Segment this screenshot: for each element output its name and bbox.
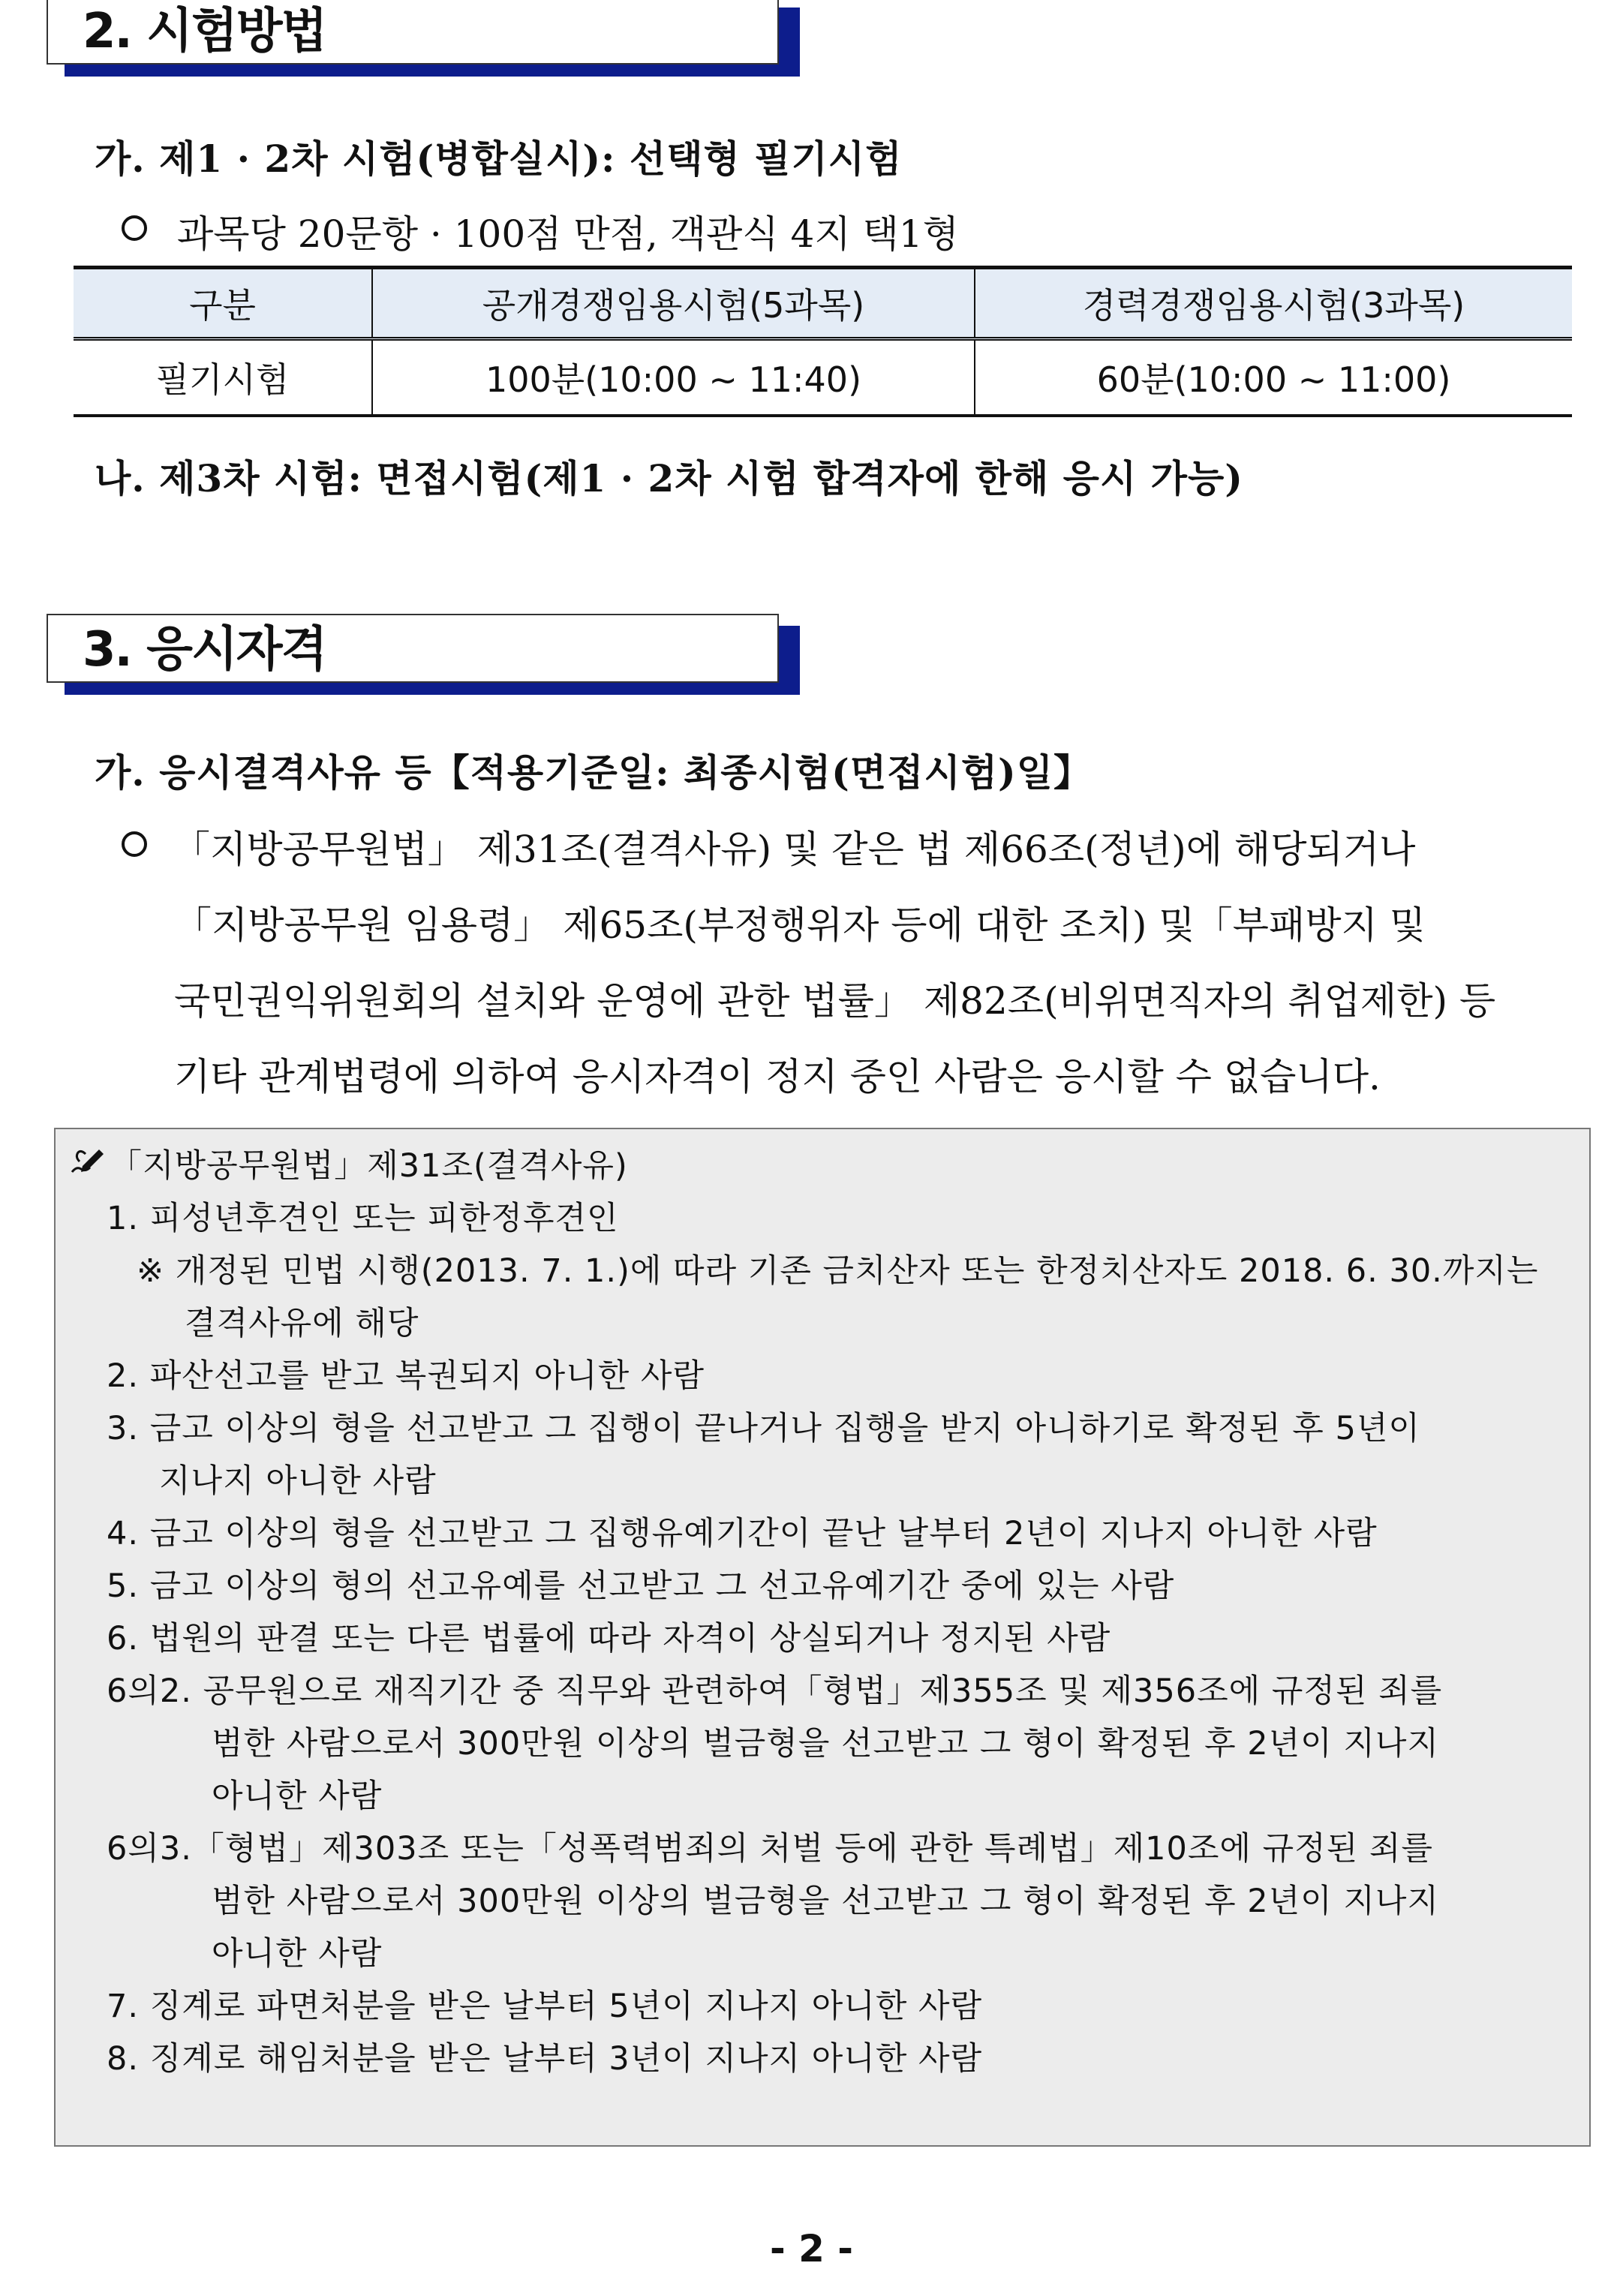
page-number: - 2 - <box>769 2227 854 2270</box>
law-item: 5. 금고 이상의 형의 선고유예를 선고받고 그 선고유예기간 중에 있는 사람 <box>107 1567 1175 1605</box>
law-item-cont: 범한 사람으로서 300만원 이상의 벌금형을 선고받고 그 형이 확정된 후 2년이 지나지 <box>212 1883 1439 1920</box>
law-box-title: 「지방공무원법」제31조(결격사유) <box>110 1147 628 1185</box>
qualification-para-line: 국민권익위원회의 설치와 운영에 관한 법률」 제82조(비위면직자의 취업제한) 등 <box>174 979 1496 1023</box>
table-header-cell: 공개경쟁임용시험(5과목) <box>372 268 975 339</box>
law-item: 6의2. 공무원으로 재직기간 중 직무와 관련하여「형법」제355조 및 제356조에 규정된 죄를 <box>107 1672 1443 1710</box>
law-item: 6. 법원의 판결 또는 다른 법률에 따라 자격이 상실되거나 정지된 사람 <box>107 1620 1111 1657</box>
exam-schedule-table <box>74 266 1572 417</box>
law-item: 7. 징계로 파면처분을 받은 날부터 5년이 지나지 아니한 사람 <box>107 1988 983 2025</box>
table-cell: 60분(10:00 ~ 11:00) <box>975 339 1572 416</box>
law-item: 1. 피성년후견인 또는 피한정후견인 <box>107 1200 619 1237</box>
qualification-para-line: 「지방공무원법」 제31조(결격사유) 및 같은 법 제66조(정년)에 해당되거나 <box>173 828 1416 871</box>
law-item-cont: 아니한 사람 <box>212 1778 383 1815</box>
qualification-para-line: 기타 관계법령에 의하여 응시자격이 정지 중인 사람은 응시할 수 없습니다. <box>174 1055 1381 1098</box>
section-3-subheading-a: 가. 응시결격사유 등【적용기준일: 최종시험(면접시험)일】 <box>95 750 1092 795</box>
law-item: 4. 금고 이상의 형을 선고받고 그 집행유예기간이 끝난 날부터 2년이 지나지 아니한 사람 <box>107 1515 1378 1552</box>
law-item: 2. 파산선고를 받고 복권되지 아니한 사람 <box>107 1357 705 1395</box>
qualification-para-line: 「지방공무원 임용령」 제65조(부정행위자 등에 대한 조치) 및「부패방지 및 <box>174 903 1426 947</box>
table-header-cell: 경력경쟁임용시험(3과목) <box>975 268 1572 339</box>
law-item-cont: 아니한 사람 <box>212 1935 383 1973</box>
hollow-circle-bullet-icon <box>122 831 147 857</box>
law-item: 6의3.「형법」제303조 또는「성폭력범죄의 처벌 등에 관한 특례법」제10조에 규정된 죄를 <box>107 1830 1433 1868</box>
law-item-cont: 범한 사람으로서 300만원 이상의 벌금형을 선고받고 그 형이 확정된 후 2년이 지나지 <box>212 1725 1439 1763</box>
section-2-title: 2. 시험방법 <box>83 4 326 59</box>
law-item: 8. 징계로 해임처분을 받은 날부터 3년이 지나지 아니한 사람 <box>107 2040 983 2078</box>
table-row <box>74 339 1572 416</box>
table-header-cell: 구분 <box>74 268 372 339</box>
hollow-circle-bullet-icon <box>122 215 147 241</box>
table-cell: 100분(10:00 ~ 11:40) <box>372 339 975 416</box>
law-item: 3. 금고 이상의 형을 선고받고 그 집행이 끝나거나 집행을 받지 아니하기로 확정된 후 5년이 <box>107 1410 1420 1447</box>
section-2-subheading-b: 나. 제3차 시험: 면접시험(제1 · 2차 시험 합격자에 한해 응시 가능) <box>95 456 1243 500</box>
section-3-header <box>47 614 798 695</box>
section-2-bullet-text: 과목당 20문항 · 100점 만점, 객관식 4지 택1형 <box>177 212 959 256</box>
section-2-subheading-a: 가. 제1 · 2차 시험(병합실시): 선택형 필기시험 <box>95 137 903 181</box>
table-cell: 필기시험 <box>74 339 372 416</box>
law-note: ※ 개정된 민법 시행(2013. 7. 1.)에 따라 기존 금치산자 또는 한정치산자도 2018. 6. 30.까지는 <box>137 1252 1539 1290</box>
table-header-row <box>74 268 1572 339</box>
section-2-header <box>47 0 798 77</box>
law-item-cont: 지나지 아니한 사람 <box>159 1462 437 1500</box>
law-note-cont: 결격사유에 해당 <box>185 1305 419 1342</box>
pen-writing-icon <box>69 1146 105 1177</box>
section-3-title: 3. 응시자격 <box>83 622 326 678</box>
